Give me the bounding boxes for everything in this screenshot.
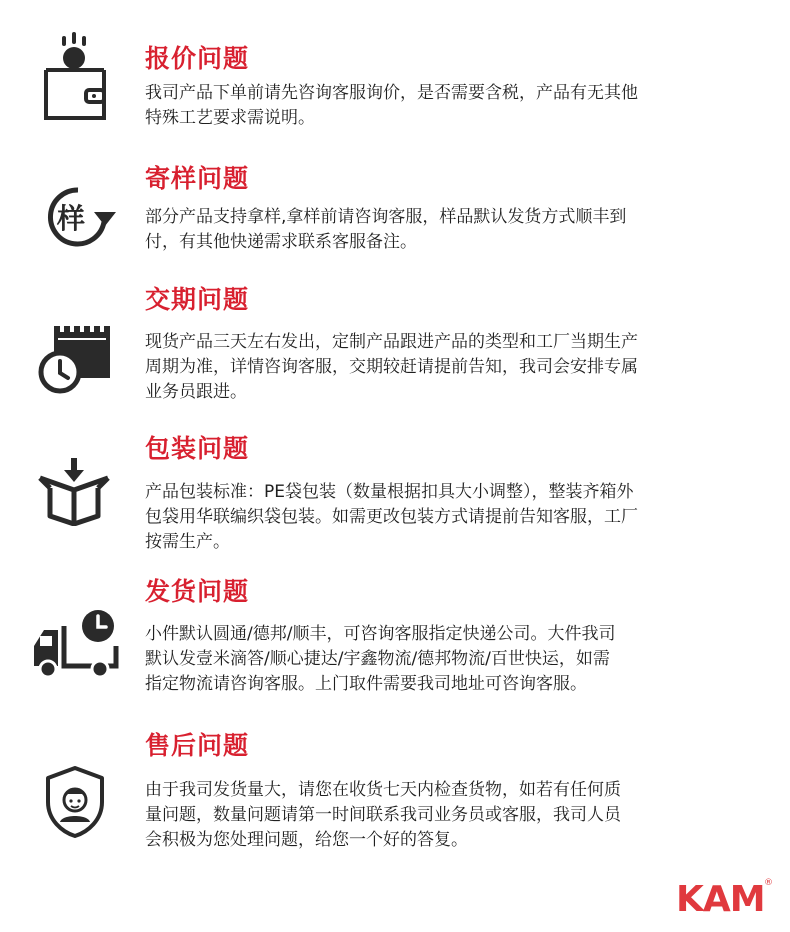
section-body <box>145 480 750 555</box>
section-body <box>145 778 750 853</box>
brand-logo <box>676 880 776 920</box>
section-title: 包装问题 <box>145 434 250 463</box>
calendar-clock-icon <box>38 320 114 396</box>
shield-service-icon <box>42 764 108 840</box>
body-line: 产品包装标准：PE袋包装（数量根据扣具大小调整），整装齐箱外 <box>145 482 634 502</box>
logo-text: KAM <box>676 879 765 920</box>
body-line: 部分产品支持拿样,拿样前请咨询客服，样品默认发货方式顺丰到 <box>145 207 627 227</box>
body-line: 量问题，数量问题请第一时间联系我司业务员或客服，我司人员 <box>145 805 621 825</box>
section-title: 报价问题 <box>145 44 250 73</box>
body-line: 周期为准，详情咨询客服，交期较赶请提前告知，我司会安排专属 <box>145 357 638 377</box>
body-line: 我司产品下单前请先咨询客服询价，是否需要含税，产品有无其他 <box>145 83 638 103</box>
package-box-icon <box>36 456 112 526</box>
body-line: 特殊工艺要求需说明。 <box>145 108 315 128</box>
section-body <box>145 205 750 255</box>
section-title: 寄样问题 <box>145 164 250 193</box>
section-title: 售后问题 <box>145 731 250 760</box>
section-title: 发货问题 <box>145 577 250 606</box>
body-line: 会积极为您处理问题，给您一个好的答复。 <box>145 830 468 850</box>
body-line: 包袋用华联编织袋包装。如需更改包装方式请提前告知客服，工厂 <box>145 507 638 527</box>
body-line: 按需生产。 <box>145 532 230 552</box>
section-body <box>145 330 750 405</box>
section-title: 交期问题 <box>145 285 250 314</box>
body-line: 由于我司发货量大，请您在收货七天内检查货物，如若有任何质 <box>145 780 621 800</box>
body-line: 小件默认圆通/德邦/顺丰，可咨询客服指定快递公司。大件我司 <box>145 624 616 644</box>
section-body <box>145 622 750 697</box>
body-line: 指定物流请咨询客服。上门取件需要我司地址可咨询客服。 <box>145 674 587 694</box>
body-line: 付，有其他快递需求联系客服备注。 <box>145 232 417 252</box>
delivery-truck-icon <box>30 606 122 680</box>
sample-icon-char: 样 <box>56 202 86 235</box>
section-body <box>145 81 750 131</box>
body-line: 业务员跟进。 <box>145 382 247 402</box>
sample-cycle-icon <box>34 184 120 250</box>
body-line: 现货产品三天左右发出，定制产品跟进产品的类型和工厂当期生产 <box>145 332 638 352</box>
wallet-coin-icon <box>38 30 110 126</box>
body-line: 默认发壹米滴答/顺心捷达/宇鑫物流/德邦物流/百世快运，如需 <box>145 649 610 669</box>
registered-mark: ® <box>764 878 773 888</box>
